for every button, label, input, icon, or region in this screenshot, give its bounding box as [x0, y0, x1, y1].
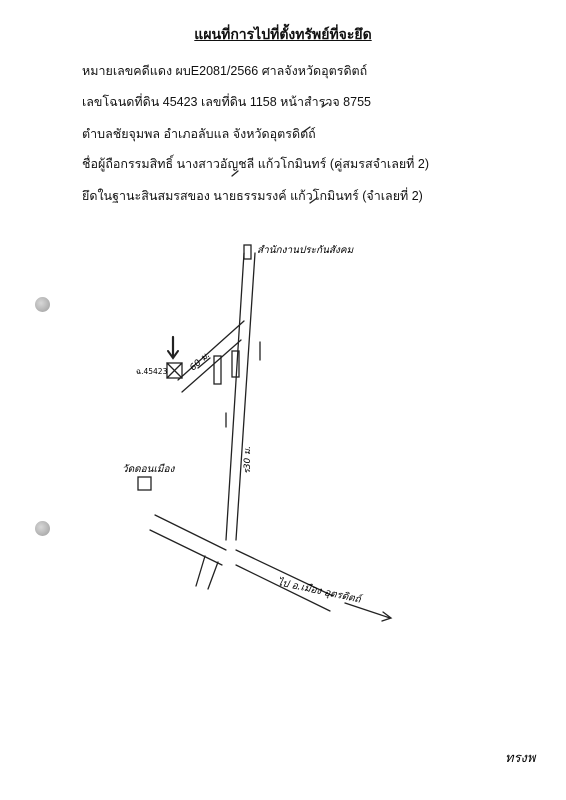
deed-number-line: เลขโฉนดที่ดิน 45423 เลขที่ดิน 1158 หน้าสำรวจ 8755: [82, 95, 371, 109]
signature: ทรงพ: [505, 751, 536, 766]
check-mark: [232, 171, 238, 176]
road-distance-label: ร30 ม.: [243, 446, 253, 474]
top-destination-label: สำนักงานประกันสังคม: [257, 245, 354, 256]
main-road-right-edge: [236, 253, 255, 540]
check-mark: [303, 127, 310, 132]
cross-road-upper-left: [155, 515, 226, 550]
cross-road-lower-left: [150, 530, 222, 565]
side-road-right-edge: [208, 562, 218, 589]
lane-distance-label: 60 ม.: [188, 350, 213, 374]
location-line: ตำบลชัยจุมพล อำเภอลับแล จังหวัดอุตรดิตถ์: [82, 127, 316, 141]
document-title: แผนที่การไปที่ตั้งทรัพย์ที่จะยึด: [194, 26, 372, 42]
direction-label: ไป อ.เมือง อุตรดิตถ์: [276, 577, 362, 606]
check-mark: [310, 198, 317, 203]
side-road-left-edge: [196, 556, 205, 586]
top-destination-box: [244, 245, 251, 259]
landmark-box: [138, 477, 151, 490]
seizure-line: ยึดในฐานะสินสมรสของ นายธรรมรงค์ แก้วโกมินทร์ (จำเลยที่ 2): [82, 189, 423, 203]
landmark-label: วัดดอนเมือง: [122, 464, 175, 475]
parcel-number-label: ฉ.45423: [136, 367, 168, 376]
direction-arrow-shaft: [345, 603, 390, 618]
parcel-cross: [167, 363, 182, 378]
check-mark: [322, 103, 328, 107]
case-number-line: หมายเลขคดีแดง ผบE2081/2566 ศาลจังหวัดอุตรดิตถ์: [82, 64, 368, 78]
main-road-left-edge: [226, 253, 244, 540]
owner-line: ชื่อผู้ถือกรรมสิทธิ์ นางสาวอัญชลี แก้วโกมินทร์ (คู่สมรสจำเลยที่ 2): [82, 157, 430, 171]
